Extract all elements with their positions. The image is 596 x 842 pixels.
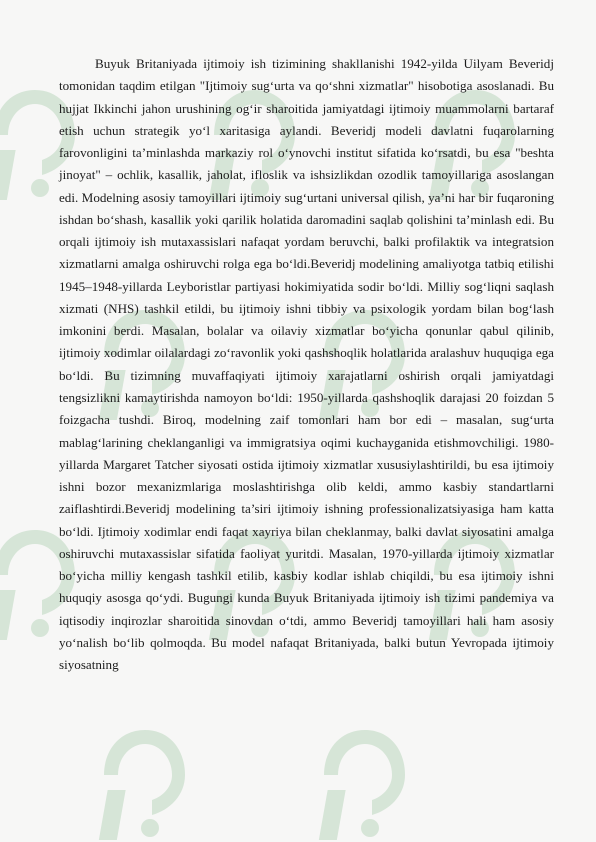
green-logo-watermark-icon xyxy=(310,720,420,842)
body-paragraph: Buyuk Britaniyada ijtimoiy ish tizimining shakllanishi 1942-yilda Uilyam Beveridj tomonidan taqdim etilgan "Ijtimoiy sug‘urta va qo‘shni xizmatlar" hisobotiga asoslanadi. Bu hujjat Ikkinchi jahon urushining og‘ir sharoitida jamiyatdagi ijtimoiy muammolarni bartaraf etish uchun strategik yo‘l xaritasiga aylandi. Beveridj modeli davlatni fuqarolarning farovonligini ta’minlashda markaziy rol o‘ynovchi institut sifatida ko‘rsatdi, bu esa "beshta jinoyat" – ochlik, kasallik, jaholat, ifloslik va ishsizlikdan ozodlik tamoyillariga asoslangan edi. Modelning asosiy tamoyillari ijtimoiy sug‘urtani universal qilish, ya’ni har bir fuqaroning ishdan bo‘shash, kasallik yoki qarilik holatida daromadini saqlab qolishini ta’minlash edi. Bu orqali ijtimoiy ish mutaxassislari nafaqat yordam beruvchi, balki profilaktik va integratsion xizmatlarni amalga oshiruvchi rolga ega bo‘ldi.Beveridj modelining amaliyotga tatbiq etilishi 1945–1948-yillarda Leyboristlar partiyasi hokimiyatida sodir bo‘ldi. Milliy sog‘liqni saqlash xizmati (NHS) tashkil etildi, bu ijtimoiy ishni tibbiy va psixologik yordam bilan bog‘lash imkonini berdi. Masalan, bolalar va oilaviy xizmatlar bo‘yicha qonunlar qabul qilinib, ijtimoiy xodimlar oilalardagi zo‘ravonlik yoki qashshoqlik holatlarida aralashuv huquqiga ega bo‘ldi. Bu tizimning muvaffaqiyati ijtimoiy xarajatlarni oshirish orqali jamiyatdagi tengsizlikni kamaytirishda namoyon bo‘ldi: 1950-yillarda qashshoqlik darajasi 20 foizdan 5 foizgacha tushdi. Biroq, modelning zaif tomonlari ham bor edi – masalan, sug‘urta mablag‘larining cheklanganligi va immigratsiya oqimi kuchayganida etishmovchiligi. 1980-yillarda Margaret Tatcher siyosati ostida ijtimoiy xizmatlar xususiylashtirildi, bu esa ijtimoiy ishni bozor mexanizmlariga moslashtirishga olib keldi, ammo kasbiy standartlarni zaiflashtirdi.Beveridj modelining ta’siri ijtimoiy ishning professionalizatsiyasiga ham katta bo‘ldi. Ijtimoiy xodimlar endi faqat xayriya bilan cheklanmay, balki davlat siyosatini amalga oshiruvchi mutaxassislar sifatida faoliyat yuritdi. Masalan, 1970-yillarda ijtimoiy xizmatlar bo‘yicha milliy kengash tashkil etilib, kasbiy kodlar ishlab chiqildi, bu esa ijtimoiy ishni huquqiy asosga qo‘ydi. Bugungi kunda Buyuk Britaniyada ijtimoiy ish tizimi pandemiya va iqtisodiy inqirozlar sharoitida sinovdan o‘tdi, ammo Beveridj tamoyillari hali ham asosiy yo‘nalish bo‘lib qolmoqda. Bu model nafaqat Britaniyada, balki butun Yevropada ijtimoiy siyosatning xyxy=(59,56,554,673)
green-logo-watermark-icon xyxy=(90,720,200,842)
